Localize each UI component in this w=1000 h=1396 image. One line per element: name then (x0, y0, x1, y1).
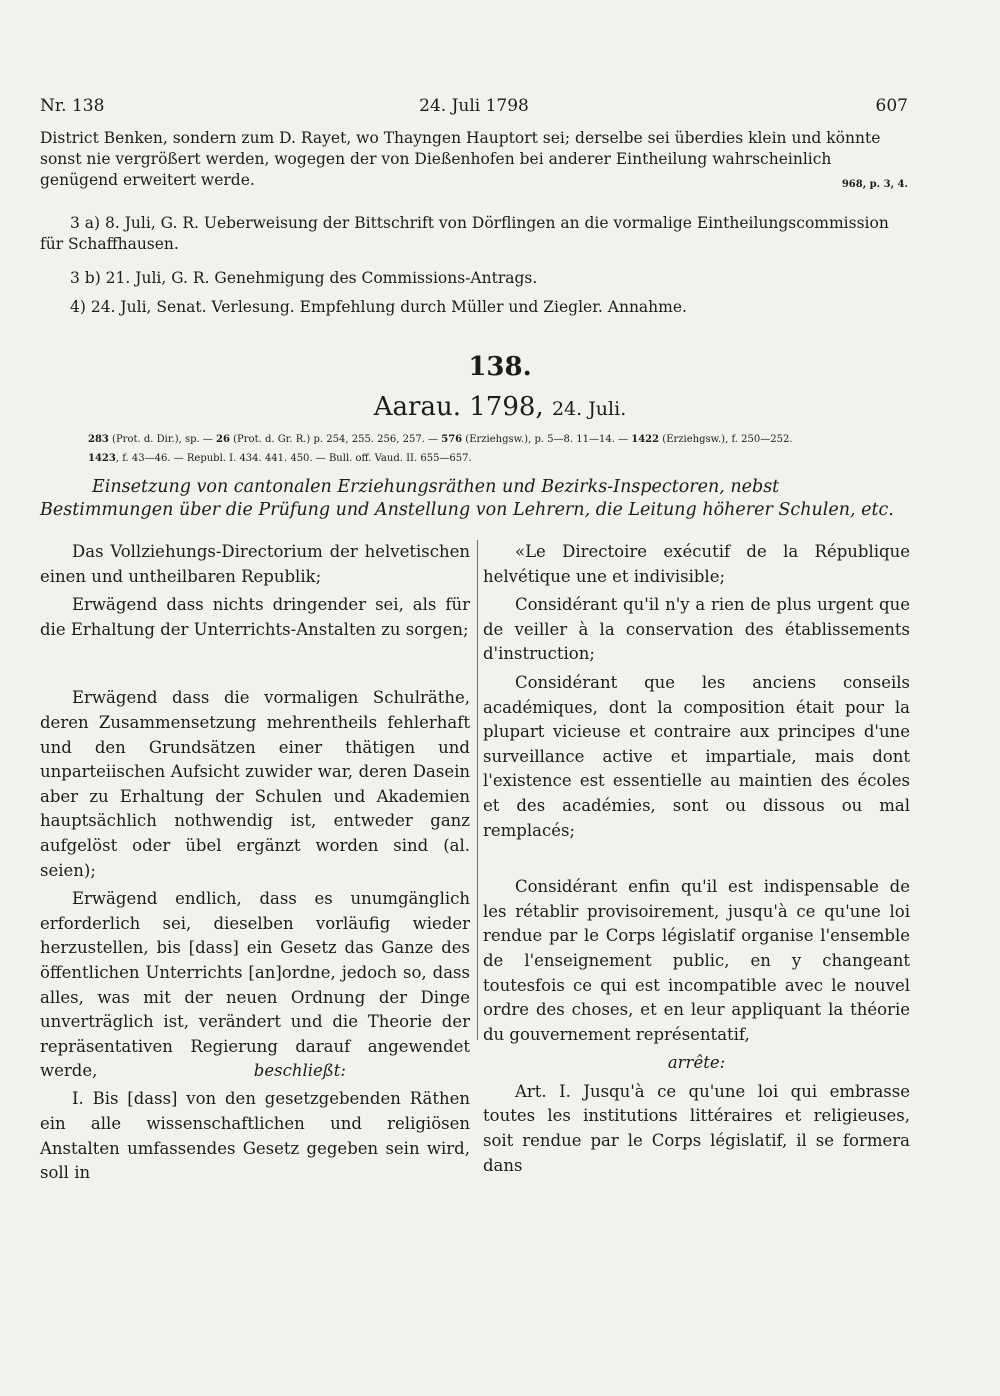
intro-text-1: District Benken, sondern zum D. Rayet, wo Thayngen Hauptort sei; derselbe sei überdies klein und könnte sonst nie vergrößert werden, wogegen der von Dießenhofen bei anderer Eintheilung wahrscheinlich genügend erweitert werde. (40, 129, 881, 189)
french-paragraph-4: Considérant enfin qu'il est indispensable de les rétablir provisoirement, jusqu'à ce qu'une loi rendue par le Corps législatif organise l'ensemble de l'enseignement public, en y changeant toutesfois ce qui est incompatible avec le nouvel ordre des choses, et en leur appliquant la théorie du gouvernement représentatif, (483, 877, 910, 1044)
source-ref-3-bold: 576 (441, 434, 463, 445)
french-decides: arrête: (667, 1053, 726, 1073)
place-date-heading (0, 392, 1000, 422)
year: 1798, (469, 392, 544, 422)
intro-paragraph-1 (40, 128, 908, 195)
source-ref-5-bold: 1423 (88, 453, 116, 464)
german-paragraph-1: Das Vollziehungs-Directorium der helvetischen einen und untheilbaren Republik; (40, 542, 470, 586)
intro-text-3: 3 b) 21. Juli, G. R. Genehmigung des Commissions-Antrags. (70, 269, 538, 287)
intro-paragraph-2 (40, 213, 908, 255)
document-title-text: Einsetzung von cantonalen Erziehungsräthen und Bezirks-Inspectoren, nebst Bestimmungen über die Prüfung und Anstellung von Lehrern, die Leitung höherer Schulen, etc. (40, 477, 894, 520)
german-paragraph-4: Erwägend endlich, dass es unumgänglich erforderlich sei, dieselben vorläufig wieder herzustellen, bis [dass] ein Gesetz das Ganze des öffentlichen Unterrichts [an]ordne, jedoch so, dass alles, was mit der neuen Ordnung der Dinge unverträglich ist, verändert und die Theorie der repräsentativen Regierung darauf angewendet werde, (40, 889, 470, 1081)
document-number-header: Nr. 138 (40, 96, 105, 116)
german-article-1: I. Bis [dass] von den gesetzgebenden Räthen ein alle wissenschaftlichen und religiösen Anstalten umfassendes Gesetz gegeben sein wird, soll in (40, 1089, 470, 1183)
source-ref-3-text: (Erziehgsw.), p. 5—8. 11—14. — (462, 434, 632, 445)
source-references (88, 430, 898, 468)
french-paragraph-2: Considérant qu'il n'y a rien de plus urgent que de veiller à la conservation des établissements d'instruction; (483, 595, 910, 664)
intro-reference: 968, p. 3, 4. (841, 179, 908, 190)
running-header (40, 96, 908, 122)
german-paragraph-2: Erwägend dass nichts dringender sei, als für die Erhaltung der Unterrichts-Anstalten zu sorgen; (40, 595, 470, 639)
source-ref-4-text: (Erziehgsw.), f. 250—252. (659, 434, 793, 445)
german-column (40, 540, 470, 1186)
source-ref-2-text: (Prot. d. Gr. R.) p. 254, 255. 256, 257. — (229, 434, 442, 445)
intro-text-2: 3 a) 8. Juli, G. R. Ueberweisung der Bittschrift von Dörflingen an die vormalige Eintheilungscommission für Schaffhausen. (40, 214, 889, 253)
source-ref-5-text: , f. 43—46. — Republ. I. 434. 441. 450. — Bull. off. Vaud. II. 655—657. (115, 453, 472, 464)
source-ref-4-bold: 1422 (631, 434, 660, 445)
intro-text-4: 4) 24. Juli, Senat. Verlesung. Empfehlung durch Müller und Ziegler. Annahme. (70, 298, 687, 316)
german-decides: beschließt: (253, 1060, 346, 1080)
intro-paragraph-3 (40, 268, 908, 289)
source-ref-2-bold: 26 (216, 434, 230, 445)
french-article-1: Art. I. Jusqu'à ce qu'une loi qui embrasse toutes les institutions littéraires et religieuses, soit rendue par le Corps législatif, il se formera dans (483, 1081, 910, 1175)
french-paragraph-3: Considérant que les anciens conseils académiques, dont la composition était pour la plupart vicieuse et contraire aux principes d'une surveillance active et impartiale, mais dont l'existence est essentielle au maintien des écoles et des académies, sont ou dissous ou mal remplacés; (483, 672, 910, 840)
document-number: 138. (468, 352, 532, 382)
french-column (483, 540, 910, 1178)
german-paragraph-3: Erwägend dass die vormaligen Schulräthe, deren Zusammensetzung mehrentheils fehlerhaft und den Grundsätzen einer thätigen und unparteiischen Aufsicht zuwider war, deren Dasein aber zu Erhaltung der Schulen und Akademien hauptsächlich nothwendig ist, entweder ganz aufgelöst oder übel ergänzt worden sind (al. seien); (40, 688, 470, 880)
document-title (40, 476, 912, 522)
day: 24. Juli. (551, 398, 627, 420)
column-divider (477, 540, 478, 1040)
source-ref-1-bold: 283 (88, 434, 109, 445)
date-header: 24. Juli 1798 (419, 96, 529, 116)
french-paragraph-1: «Le Directoire exécutif de la République helvétique une et indivisible; (483, 542, 910, 586)
intro-paragraph-4 (40, 297, 908, 318)
place: Aarau. (373, 392, 461, 422)
source-ref-1-text: (Prot. d. Dir.), sp. — (108, 434, 217, 445)
page-number: 607 (875, 96, 908, 116)
